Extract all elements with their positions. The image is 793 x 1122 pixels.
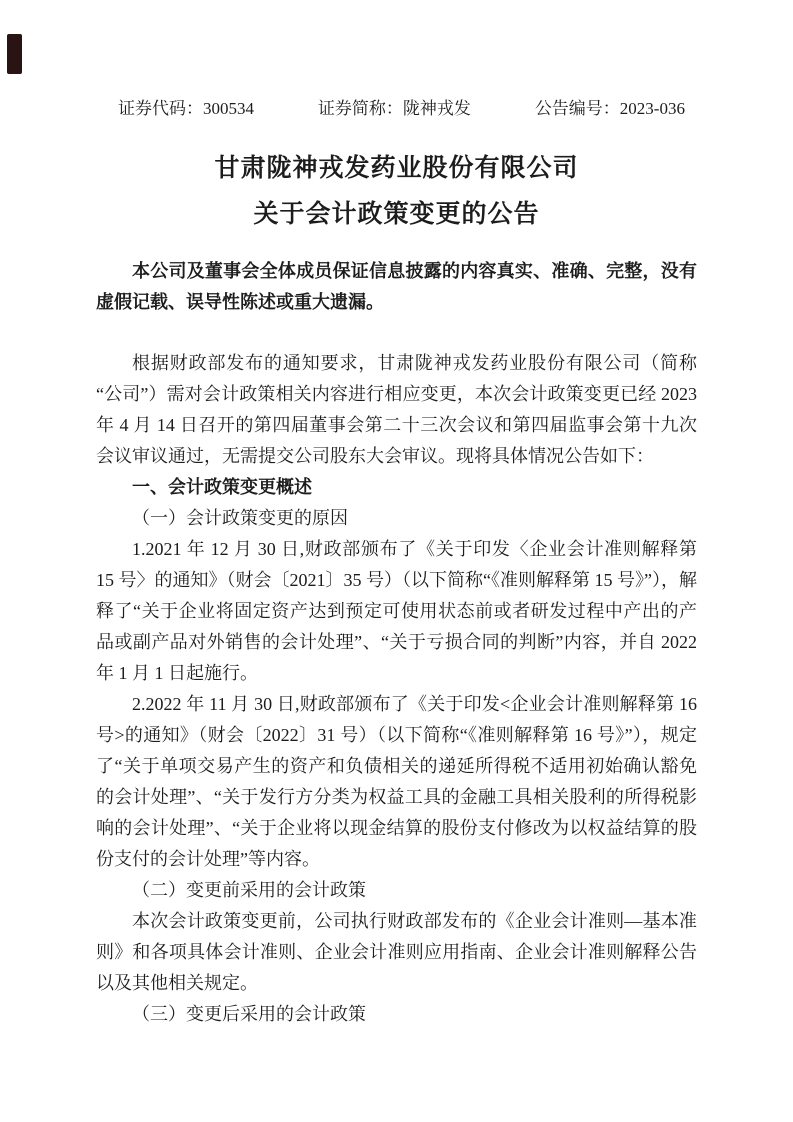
section-heading: 一、会计政策变更概述 — [132, 477, 312, 497]
paragraph: 本次会计政策变更前，公司执行财政部发布的《企业会计准则—基本准则》和各项具体会计准则、企业会计准则应用指南、企业会计准则解释公告以及其他相关规定。 — [96, 911, 697, 993]
announcement-subject-title: 关于会计政策变更的公告 — [253, 200, 540, 228]
paragraph: 1.2021 年 12 月 30 日,财政部颁布了《关于印发〈企业会计准则解释第 15 号〉的通知》（财会〔2021〕35 号）（以下简称“《准则解释第 15 号》”），解释了“关于企业将固定资产达到预定可使用状态前或者研发过程中产出的产品或副产品对外销售的会计处理”、“关于亏损合同的判断”内容，并自 2022 年 1 月 1 日起施行。 — [96, 539, 697, 683]
stock-short-name: 证券简称：陇神戎发 — [317, 99, 471, 118]
document-header — [96, 98, 697, 120]
section-heading: （三）变更后采用的会计政策 — [132, 1004, 366, 1024]
section-heading: （二）变更前采用的会计政策 — [132, 880, 366, 900]
section-heading: （一）会计政策变更的原因 — [132, 508, 348, 528]
document-body — [96, 348, 697, 1030]
scan-artifact-mark — [7, 34, 22, 74]
company-name-title: 甘肃陇神戎发药业股份有限公司 — [214, 154, 579, 182]
announcement-number: 公告编号：2023-036 — [534, 99, 685, 118]
disclaimer-statement: 本公司及董事会全体成员保证信息披露的内容真实、准确、完整，没有虚假记载、误导性陈述或重大遗漏。 — [96, 261, 697, 312]
document-title — [96, 145, 697, 237]
paragraph: 根据财政部发布的通知要求，甘肃陇神戎发药业股份有限公司（简称“公司”）需对会计政策相关内容进行相应变更，本次会计政策变更已经 2023 年 4 月 14 日召开的第四届董事会第二十三次会议和第四届监事会第十九次会议审议通过，无需提交公司股东大会审议。现将具体情况公告如下： — [96, 353, 697, 466]
stock-code: 证券代码：300534 — [118, 99, 254, 118]
paragraph: 2.2022 年 11 月 30 日,财政部颁布了《关于印发<企业会计准则解释第 16 号>的通知》（财会〔2022〕31 号）（以下简称“《准则解释第 16 号》”），规定了“关于单项交易产生的资产和负债相关的递延所得税不适用初始确认豁免的会计处理”、“关于发行方分类为权益工具的金融工具相关股利的所得税影响的会计处理”、“关于企业将以现金结算的股份支付修改为以权益结算的股份支付的会计处理”等内容。 — [96, 694, 697, 869]
